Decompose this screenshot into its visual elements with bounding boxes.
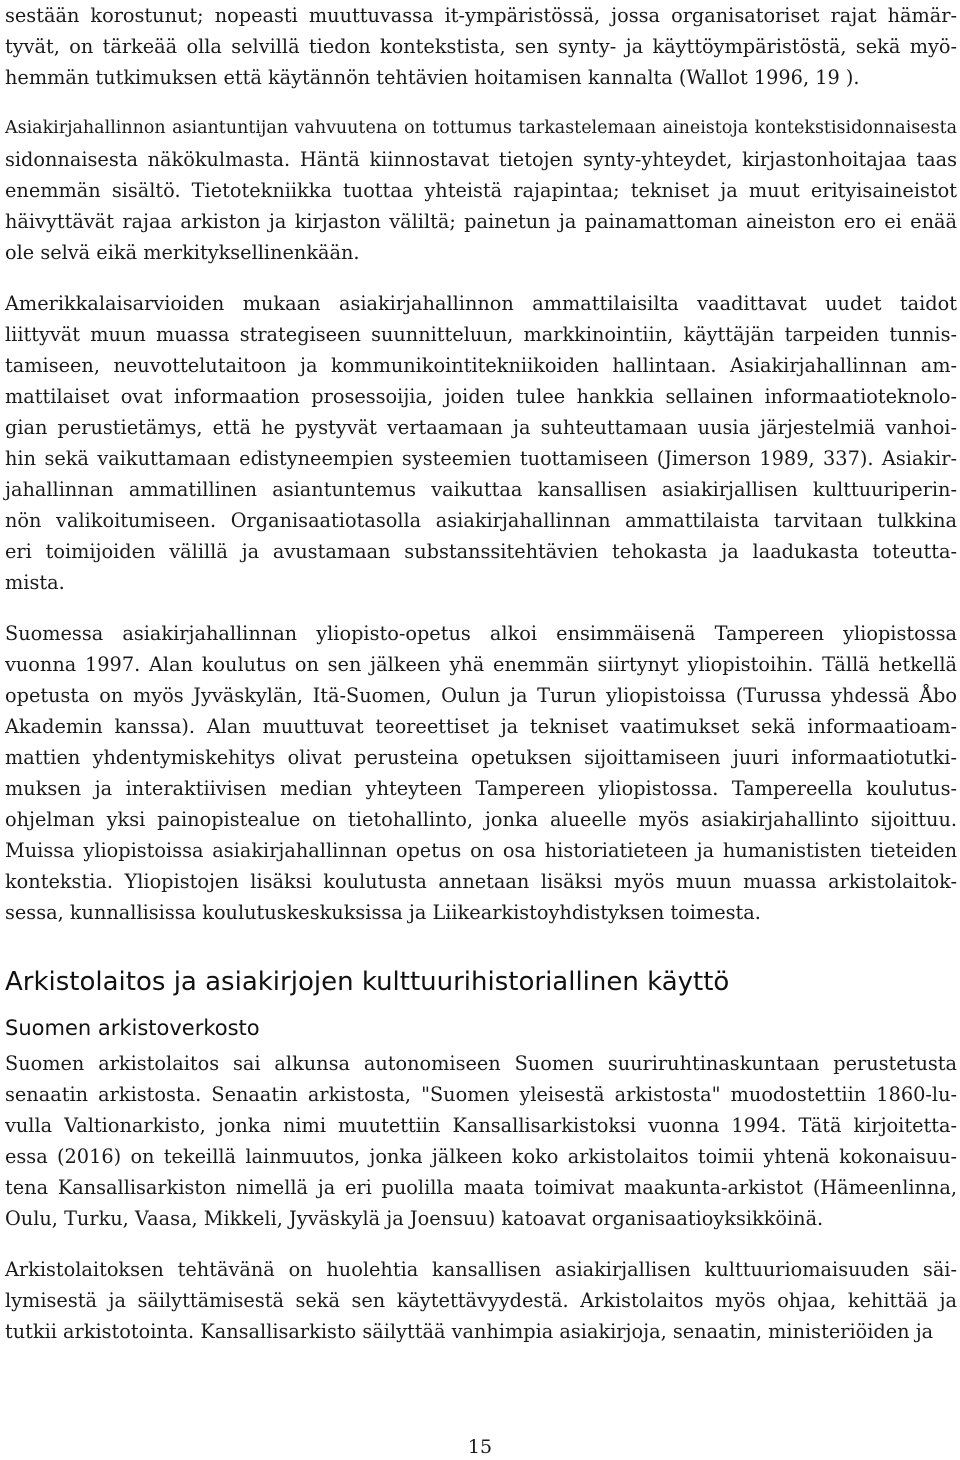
text-line: Muissa yliopistoissa asiakirjahallinnan opetus on osa historiatieteen ja humanististen tieteiden <box>5 839 957 862</box>
text-line: vulla Valtionarkisto, jonka nimi muutettiin Kansallisarkistoksi vuonna 1994. Tätä kirjoitetta- <box>5 1114 957 1137</box>
text-line: mattilaiset ovat informaation prosessoijia, joiden tulee hankkia sellainen informaatioteknolo- <box>5 385 957 408</box>
text-line: häivyttävät rajaa arkiston ja kirjaston väliltä; painetun ja painamattoman aineiston ero ei enää <box>5 210 957 233</box>
subsection-heading: Suomen arkistoverkosto <box>5 1016 260 1040</box>
text-line: Suomen arkistolaitos sai alkunsa autonomiseen Suomen suuriruhtinaskuntaan perustetusta <box>5 1052 957 1075</box>
text-line: liittyvät muun muassa strategiseen suunnitteluun, markkinointiin, käyttäjän tarpeiden tunnis- <box>5 323 957 346</box>
text-line: mattien yhdentymiskehitys olivat perusteina opetuksen sijoittamiseen juuri informaatiotutki- <box>5 746 957 769</box>
text-line: essa (2016) on tekeillä lainmuutos, jonka jälkeen koko arkistolaitos toimii yhtenä kokonaisuu- <box>5 1145 957 1168</box>
paragraph <box>5 288 957 598</box>
text-line: Asiakirjahallinnon asiantuntijan vahvuutena on tottumus tarkastelemaan aineistoja kontekstisidonnaisesta <box>5 118 957 138</box>
text-line: tutkii arkistotointa. Kansallisarkisto säilyttää vanhimpia asiakirjoja, senaatin, ministeriöiden ja <box>5 1320 934 1343</box>
text-line: muksen ja interaktiivisen median yhteyteen Tampereen yliopistossa. Tampereella koulutus- <box>5 777 957 800</box>
text-line: senaatin arkistosta. Senaatin arkistosta, "Suomen yleisestä arkistosta" muodostettiin 1860-lu- <box>5 1083 957 1106</box>
paragraph <box>5 1254 957 1347</box>
text-line: tena Kansallisarkiston nimellä ja eri puolilla maata toimivat maakunta-arkistot (Hämeenlinna, <box>5 1176 957 1199</box>
text-line: nön valikoitumiseen. Organisaatiotasolla asiakirjahallinnan ammattilaista tarvitaan tulkkina <box>5 509 957 532</box>
text-line: eri toimijoiden välillä ja avustamaan substanssitehtävien tehokasta ja laadukasta toteutta- <box>5 540 957 563</box>
text-line: mista. <box>5 571 65 594</box>
text-line: kontekstia. Yliopistojen lisäksi koulutusta annetaan lisäksi myös muun muassa arkistolaitok- <box>5 870 957 893</box>
document-page <box>5 0 957 1367</box>
text-line: Akademin kanssa). Alan muuttuvat teoreettiset ja tekniset vaatimukset sekä informaatioam- <box>5 715 957 738</box>
text-line: jahallinnan ammatillinen asiantuntemus vaikuttaa kansallisen asiakirjallisen kulttuuriperin- <box>5 478 957 501</box>
paragraph <box>5 618 957 928</box>
text-line: gian perustietämys, että he pystyvät vertaamaan ja suhteuttamaan uusia järjestelmiä vanhoi- <box>5 416 957 439</box>
paragraph <box>5 1048 957 1234</box>
body-text-bottom <box>5 1048 957 1347</box>
section-heading: Arkistolaitos ja asiakirjojen kulttuurihistoriallinen käyttö <box>5 967 730 997</box>
text-line: Amerikkalaisarvioiden mukaan asiakirjahallinnon ammattilaisilta vaadittavat uudet taidot <box>5 292 957 315</box>
text-line: tamiseen, neuvottelutaitoon ja kommunikointitekniikoiden hallintaan. Asiakirjahallinnan am- <box>5 354 957 377</box>
paragraph <box>5 0 957 93</box>
body-text-top <box>5 0 957 928</box>
paragraph <box>5 113 957 268</box>
text-line: sidonnaisesta näkökulmasta. Häntä kiinnostavat tietojen synty-yhteydet, kirjastonhoitajaa taas <box>5 148 957 171</box>
text-line: lymisestä ja säilyttämisestä sekä sen käytettävyydestä. Arkistolaitos myös ohjaa, kehittää ja <box>5 1289 957 1312</box>
text-line: ole selvä eikä merkityksellinenkään. <box>5 241 360 264</box>
text-line: sessa, kunnallisissa koulutuskeskuksissa ja Liikearkistoyhdistyksen toimesta. <box>5 901 761 924</box>
text-line: ohjelman yksi painopistealue on tietohallinto, jonka alueelle myös asiakirjahallinto sijoittuu. <box>5 808 957 831</box>
text-line: hemmän tutkimuksen että käytännön tehtävien hoitamisen kannalta (Wallot 1996, 19 ). <box>5 66 860 89</box>
text-line: tyvät, on tärkeää olla selvillä tiedon kontekstista, sen synty- ja käyttöympäristöstä, sekä myö- <box>5 35 957 58</box>
page-number: 15 <box>467 1436 493 1458</box>
text-line: enemmän sisältö. Tietotekniikka tuottaa yhteistä rajapintaa; tekniset ja muut erityisaineistot <box>5 179 957 202</box>
text-line: Oulu, Turku, Vaasa, Mikkeli, Jyväskylä ja Joensuu) katoavat organisaatioyksikköinä. <box>5 1207 824 1230</box>
text-line: sestään korostunut; nopeasti muuttuvassa it-ympäristössä, jossa organisatoriset rajat hämär- <box>5 4 957 27</box>
text-line: Arkistolaitoksen tehtävänä on huolehtia kansallisen asiakirjallisen kulttuuriomaisuuden säi- <box>5 1258 957 1281</box>
text-line: Suomessa asiakirjahallinnan yliopisto-opetus alkoi ensimmäisenä Tampereen yliopistossa <box>5 622 957 645</box>
text-line: vuonna 1997. Alan koulutus on sen jälkeen yhä enemmän siirtynyt yliopistoihin. Tällä hetkellä <box>5 653 957 676</box>
text-line: hin sekä vaikuttamaan edistyneempien systeemien tuottamiseen (Jimerson 1989, 337). Asiakir- <box>5 447 957 470</box>
text-line: opetusta on myös Jyväskylän, Itä-Suomen, Oulun ja Turun yliopistoissa (Turussa yhdessä Åbo <box>5 684 957 707</box>
